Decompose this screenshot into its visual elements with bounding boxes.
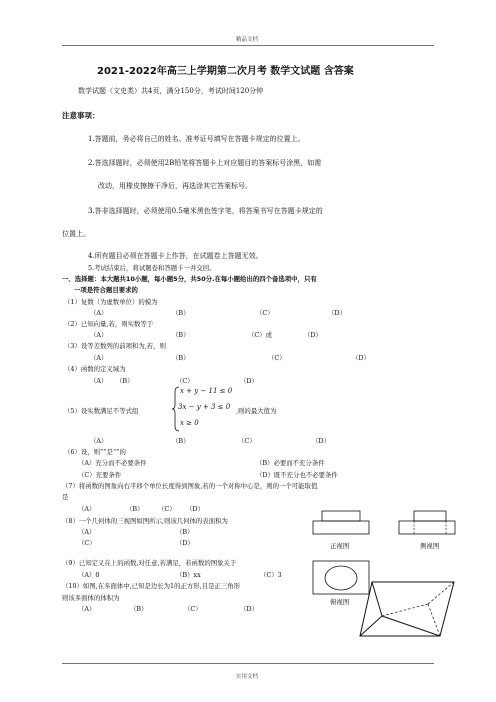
q10-option-d: （D） [240, 605, 258, 613]
front-view-label: 正视图 [330, 542, 350, 550]
q4-option-b: （B） [116, 377, 134, 385]
q7-option-c: （C） [158, 505, 176, 513]
section-heading-line-1: 一、选择题：本大题共10小题，每小题5分，共50分.在每小题给出的四个备选项中，只有 [62, 275, 317, 283]
question-10-line-1: （10）如图,在多面体中,已知是边长为1的正方形,且是正三角形 [62, 582, 241, 590]
q8-option-a: （A） [78, 528, 96, 536]
note-line-2: 2.答选择题时，必须使用2B铅笔将答题卡上对应题目的答案标号涂黑，如需 [88, 159, 322, 167]
note-line-5: 位置上。 [62, 230, 90, 238]
note-line-1: 1.答题前，务必将自己的姓名、准考证号填写在答题卡规定的位置上。 [88, 135, 305, 143]
system-line-3: x ≥ 0 [180, 419, 199, 427]
side-view-figure [398, 510, 462, 536]
q2-option-a: （A） [90, 331, 108, 339]
q1-option-c: （C） [256, 309, 274, 317]
question-7-line-2: 是 [62, 493, 69, 501]
question-1: （1）复数（为虚数单位）的模为 [64, 298, 158, 306]
side-view-label: 侧视图 [420, 542, 440, 550]
q1-option-b: （B） [172, 309, 190, 317]
q4-option-a: （A） [90, 377, 108, 385]
q5-option-a: （A） [90, 437, 108, 445]
q2-option-b: （B） [172, 331, 190, 339]
q9-option-a: （A）0 [78, 571, 100, 579]
page-header-text: 精品文档 [236, 37, 259, 43]
q3-option-c: （C） [268, 354, 286, 362]
q1-option-d: （D） [328, 309, 346, 317]
q4-option-d: （D） [240, 377, 258, 385]
question-2: （2）已知向量,若，则实数等于 [64, 320, 154, 328]
question-5: （5）设实数满足不等式组 [64, 407, 139, 415]
exam-info: 数学试题（文史类）共4页，满分150分，考试时间120分钟 [78, 87, 264, 95]
q9-option-c: （C）3 [260, 571, 282, 579]
header-rule [62, 45, 434, 46]
q7-option-d: （D） [186, 505, 204, 513]
question-7-line-1: （7）将函数的图象向右平移个单位长度得到图象,若的一个对称中心是，则的一个可能取值 [62, 482, 318, 490]
footer-rule [62, 663, 434, 664]
q6-option-b: （B）必要而不充分条件 [256, 459, 325, 467]
q8-option-c: （C） [78, 539, 96, 547]
question-4: （4）函数的定义域为 [64, 365, 126, 373]
q10-option-c: （C） [184, 605, 202, 613]
q6-option-c: （C）充要条件 [78, 471, 122, 479]
system-line-1: x + y − 11 ≤ 0 [180, 387, 233, 395]
q5-option-d: （D） [312, 437, 330, 445]
question-3: （3）设等差数列的前项和为,若，则 [64, 342, 166, 350]
q4-option-c: （C） [176, 377, 194, 385]
q3-option-b: （B） [172, 354, 190, 362]
polyhedron-figure [358, 576, 458, 648]
system-line-2: 3x − y + 3 ≤ 0 [178, 403, 231, 411]
q7-option-a: （A） [78, 505, 96, 513]
q10-option-a: （A） [78, 605, 96, 613]
q2-option-c: （C）或 [248, 331, 273, 339]
q7-option-b: （B） [126, 505, 144, 513]
q9-option-b: （B）xx [176, 571, 201, 579]
top-view-label: 俯视图 [330, 598, 350, 606]
front-view-figure [312, 510, 376, 536]
q5-option-b: （B） [172, 437, 190, 445]
section-heading-line-2: 一项是符合题目要求的 [74, 286, 138, 294]
note-line-4: 3.答非选择题时，必须使用0.5毫米黑色签字笔，将答案书写在答题卡规定的 [88, 207, 323, 215]
q1-option-a: （A） [90, 309, 108, 317]
q8-option-d: （D） [176, 539, 194, 547]
question-5-tail: ,则的最大值为 [236, 407, 277, 415]
note-line-6: 4.所有题目必须在答题卡上作答，在试题卷上答题无效。 [88, 252, 263, 260]
q6-option-a: （A）充分而不必要条件 [78, 459, 147, 467]
q10-option-b: （B） [130, 605, 148, 613]
q2-option-d: （D） [304, 331, 322, 339]
q6-option-d: （D）既不充分也不必要条件 [256, 471, 338, 479]
document-title: 2021-2022年高三上学期第二次月考 数学文试题 含答案 [97, 66, 354, 77]
question-9: （9）已知定义在上的函数,对任意,若满足，若函数的图象关于 [62, 559, 237, 567]
note-line-7: 5.考试结束后，将试题卷和答题卡一并交回。 [88, 264, 216, 272]
q8-option-b: （B） [176, 528, 194, 536]
question-10-line-2: 则该多面体的体积为 [62, 594, 120, 602]
page-footer-text: 实用文档 [236, 674, 259, 680]
note-line-3: 改动，用橡皮擦擦干净后，再选涂其它答案标号。 [98, 182, 252, 190]
q3-option-a: （A） [90, 354, 108, 362]
q5-option-c: （C） [238, 437, 256, 445]
question-8: （8）一个几何体的三视图如图所示,则该几何体的表面积为 [62, 517, 228, 525]
question-6: （6）设，则“”是“”的 [64, 448, 126, 456]
notes-heading: 注意事项： [62, 111, 100, 120]
q3-option-d: （D） [352, 354, 370, 362]
